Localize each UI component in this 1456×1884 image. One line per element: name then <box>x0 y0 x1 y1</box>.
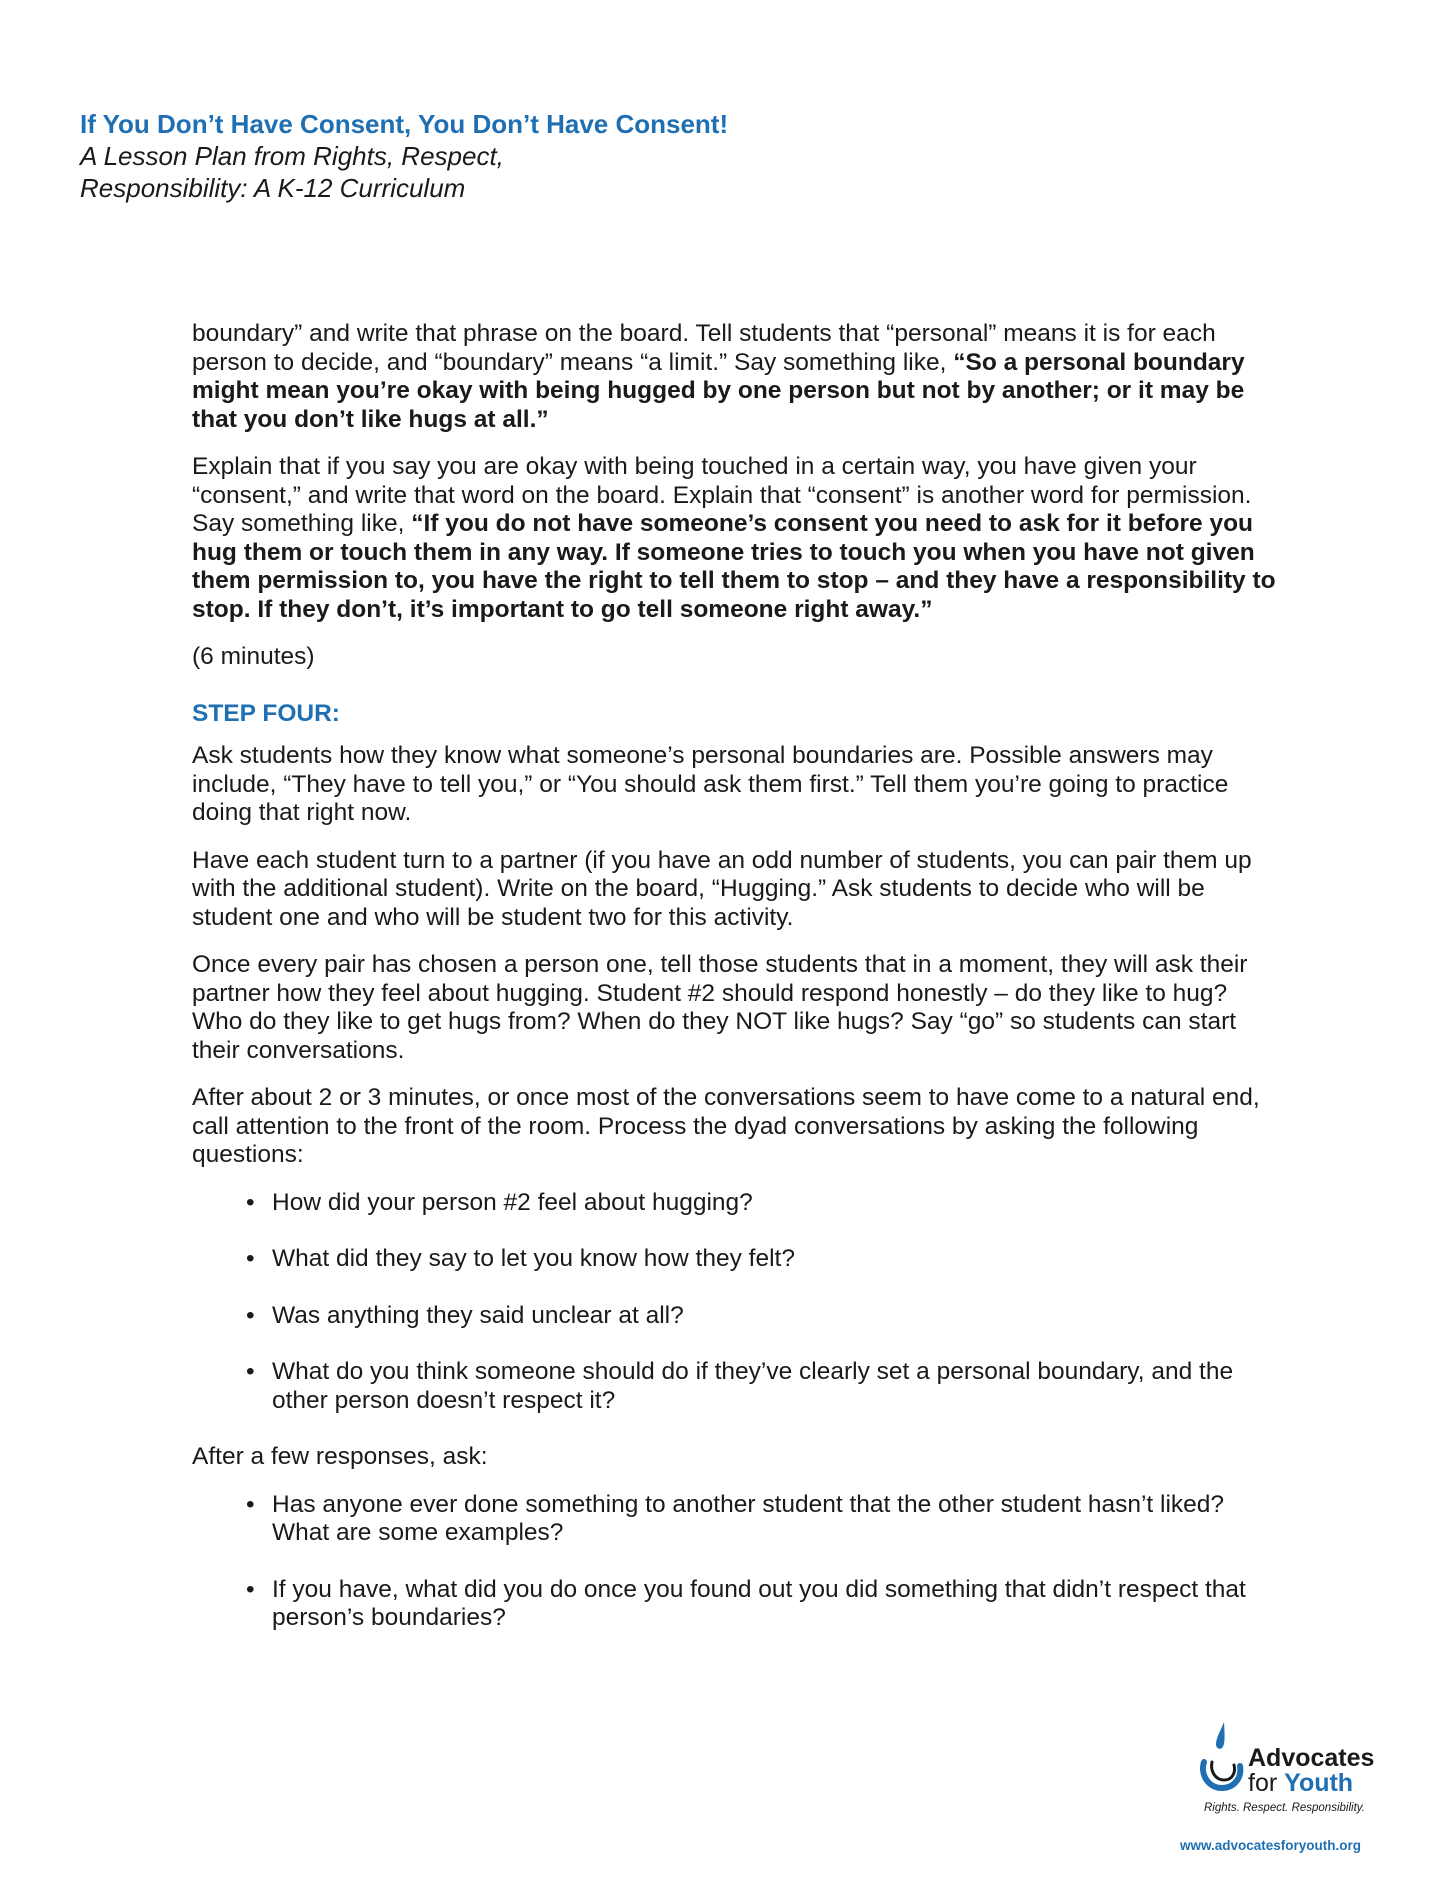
list-item <box>246 1245 1277 1274</box>
bullet-point: • <box>246 1490 255 1518</box>
advocates-for-youth-logo <box>1190 1718 1390 1818</box>
logo-name-line-1: Advocates <box>1248 1744 1375 1772</box>
document-subtitle-line-2: Responsibility: A K-12 Curriculum <box>80 173 466 203</box>
question-list-2 <box>192 1491 1277 1633</box>
paragraph-pair-chosen: Once every pair has chosen a person one, tell those students that in a moment, they will ask their partner how they feel about hugging. Student #2 should respond honestly – do they like to hug? Who do they like to get hugs from? When do they NOT like hugs? Say “go” so students can start their conversations. <box>192 951 1248 1064</box>
bullet-point: • <box>246 1575 255 1603</box>
list-item <box>246 1301 1277 1331</box>
paragraph-process: After about 2 or 3 minutes, or once most of the conversations seem to have come to a natural end, call attention to the front of the room. Process the dyad conversations by asking the following questions: <box>192 1084 1260 1168</box>
bullet-point: • <box>246 1188 255 1216</box>
list-item <box>246 1358 1277 1415</box>
paragraph-boundary-quote: “So a personal boundary might mean you’re okay with being hugged by one person but not by another; or it may be that you don’t like hugs at all.” <box>192 348 1245 433</box>
list-item <box>246 1575 1277 1633</box>
list-item-text: What do you think someone should do if they’ve clearly set a personal boundary, and the other person doesn’t respect it? <box>272 1358 1234 1414</box>
list-item-text: Has anyone ever done something to another student that the other student hasn’t liked? What are some examples? <box>272 1490 1225 1546</box>
paragraph-boundary-text: boundary” and write that phrase on the board. Tell students that “personal” means it is for each person to decide, and “boundary” means “a limit.” Say something like, <box>192 320 1216 376</box>
list-item-text: How did your person #2 feel about hugging? <box>272 1188 753 1216</box>
list-item-text: If you have, what did you do once you found out you did something that didn’t respect that person’s boundaries? <box>272 1575 1246 1631</box>
lesson-body <box>192 320 1277 1661</box>
list-item-text: Was anything they said unclear at all? <box>272 1301 684 1329</box>
paragraph-ask-students: Ask students how they know what someone’s personal boundaries are. Possible answers may include, “They have to tell you,” or “You should ask them first.” Tell them you’re going to practice doing that right now. <box>192 742 1229 826</box>
document-header <box>80 108 1280 204</box>
time-note: (6 minutes) <box>192 643 315 670</box>
question-list-1 <box>192 1189 1277 1416</box>
list-item-text: What did they say to let you know how they felt? <box>272 1245 795 1272</box>
bullet-point: • <box>246 1301 255 1329</box>
logo-tagline: Rights. Respect. Responsibility. <box>1204 1802 1365 1814</box>
paragraph-partner: Have each student turn to a partner (if you have an odd number of students, you can pair them up with the additional student). Write on the board, “Hugging.” Ask students to decide who will be student one and who will be student two for this activity. <box>192 846 1252 931</box>
water-drop-swirl-icon <box>1190 1718 1250 1798</box>
paragraph-consent-quote: “If you do not have someone’s consent you need to ask for it before you hug them or touch them in any way. If someone tries to touch you when you have not given them permission to, you have the right to tell them to stop – and they have a responsibility to stop. If they don’t, it’s important to go tell someone right away.” <box>192 510 1276 623</box>
bullet-point: • <box>246 1358 255 1385</box>
paragraph-consent-text: Explain that if you say you are okay with being touched in a certain way, you have given your “consent,” and write that word on the board. Explain that “consent” is another word for permission. Say something like, <box>192 453 1252 537</box>
website-url: www.advocatesforyouth.org <box>1180 1838 1362 1853</box>
bullet-point: • <box>246 1245 255 1272</box>
list-item <box>246 1490 1277 1548</box>
document-title: If You Don’t Have Consent, You Don’t Have Consent! <box>80 109 729 139</box>
logo-name-prefix: for <box>1248 1769 1285 1797</box>
paragraph-boundary <box>192 320 1277 434</box>
step-four-heading: STEP FOUR: <box>192 699 340 727</box>
paragraph-consent <box>192 453 1277 624</box>
document-subtitle-line-1: A Lesson Plan from Rights, Respect, <box>80 141 504 171</box>
list-item <box>246 1188 1277 1218</box>
paragraph-after-responses: After a few responses, ask: <box>192 1443 488 1470</box>
logo-name-line-2 <box>1248 1769 1353 1798</box>
logo-name-accent: Youth <box>1284 1769 1354 1797</box>
